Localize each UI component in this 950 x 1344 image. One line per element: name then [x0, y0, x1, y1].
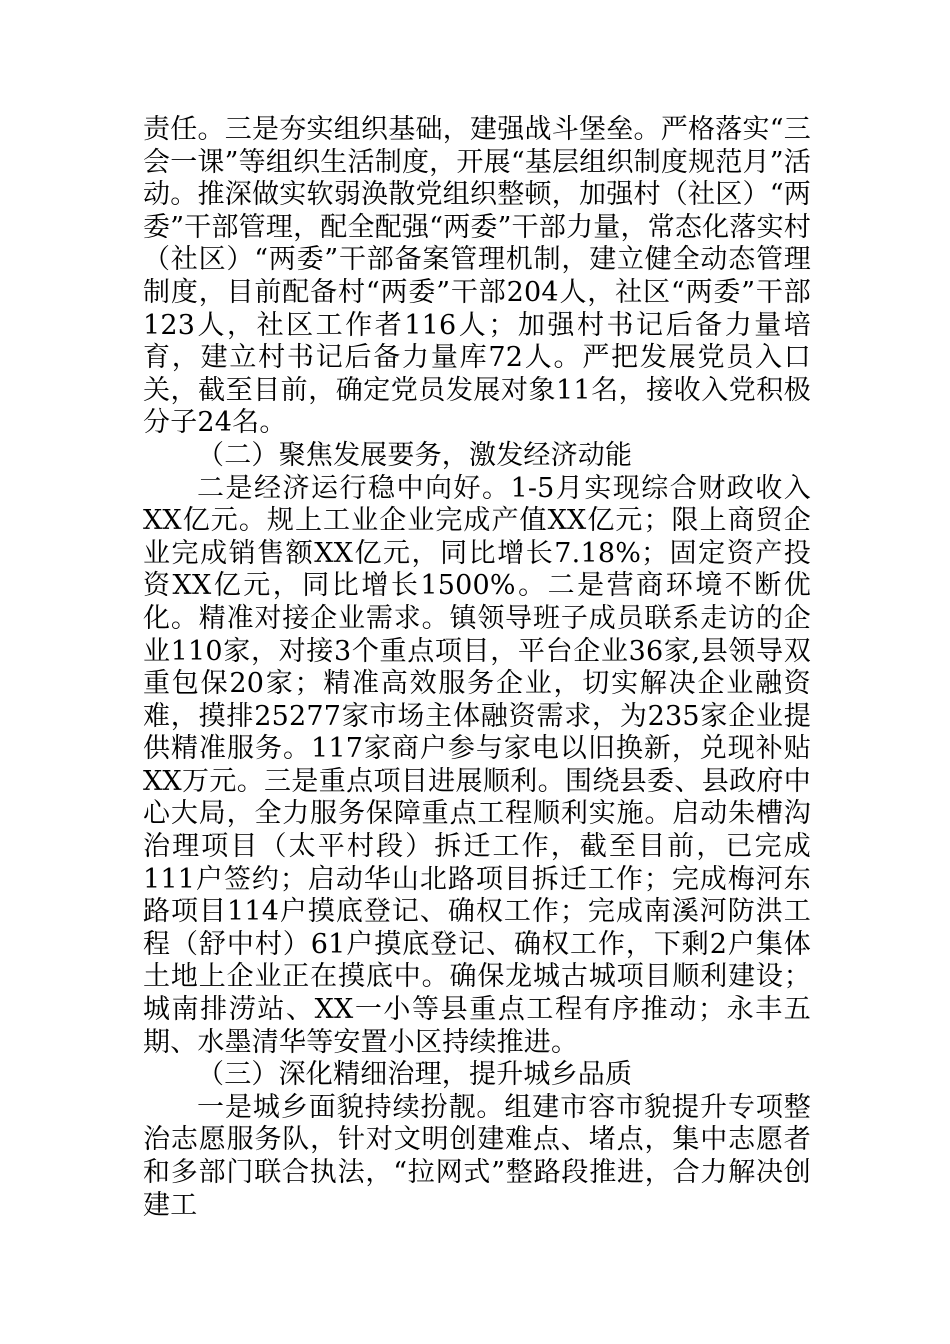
paragraph-economy: 二是经济运行稳中向好。1-5月实现综合财政收入XX亿元。规上工业企业完成产值XX亿元；限上商贸企业完成销售额XX亿元，同比增长7.18%；固定资产投资XX亿元，同比增长1500%。二是营商环境不断优化。精准对接企业需求。镇领导班子成员联系走访的企业110家，对接3个重点项目，平台企业36家,县领导双重包保20家；精准高效服务企业，切实解决企业融资难，摸排25277家市场主体融资需求，为235家企业提供精准服务。117家商户参与家电以旧换新，兑现补贴XX万元。三是重点项目进展顺利。围绕县委、县政府中心大局，全力服务保障重点工程顺利实施。启动朱槽沟治理项目（太平村段）拆迁工作，截至目前，已完成111户签约；启动华山北路项目拆迁工作；完成梅河东路项目114户摸底登记、确权工作；完成南溪河防洪工程（舒中村）61户摸底登记、确权工作，下剩2户集体土地上企业正在摸底中。确保龙城古城项目顺利建设；城南排涝站、XX一小等县重点工程有序推动；永丰五期、水墨清华等安置小区持续推进。: [143, 472, 811, 1058]
document-body: [143, 114, 811, 1222]
section-heading-economy: （二）聚焦发展要务，激发经济动能: [197, 439, 633, 471]
paragraph-party-organization: 责任。三是夯实组织基础，建强战斗堡垒。严格落实“三会一课”等组织生活制度，开展“基层组织制度规范月”活动。推深做实软弱涣散党组织整顿，加强村（社区）“两委”干部管理，配全配强“两委”干部力量，常态化落实村（社区）“两委”干部备案管理机制，建立健全动态管理制度，目前配备村“两委”干部204人，社区“两委”干部123人，社区工作者116人；加强村书记后备力量培育，建立村书记后备力量库72人。严把发展党员入口关，截至目前，确定党员发展对象11名，接收入党积极分子24名。: [143, 114, 811, 439]
section-heading-governance: （三）深化精细治理，提升城乡品质: [197, 1059, 633, 1091]
paragraph-governance: 一是城乡面貌持续扮靓。组建市容市貌提升专项整治志愿服务队，针对文明创建难点、堵点，集中志愿者和多部门联合执法，“拉网式”整路段推进，合力解决创建工: [143, 1091, 811, 1221]
